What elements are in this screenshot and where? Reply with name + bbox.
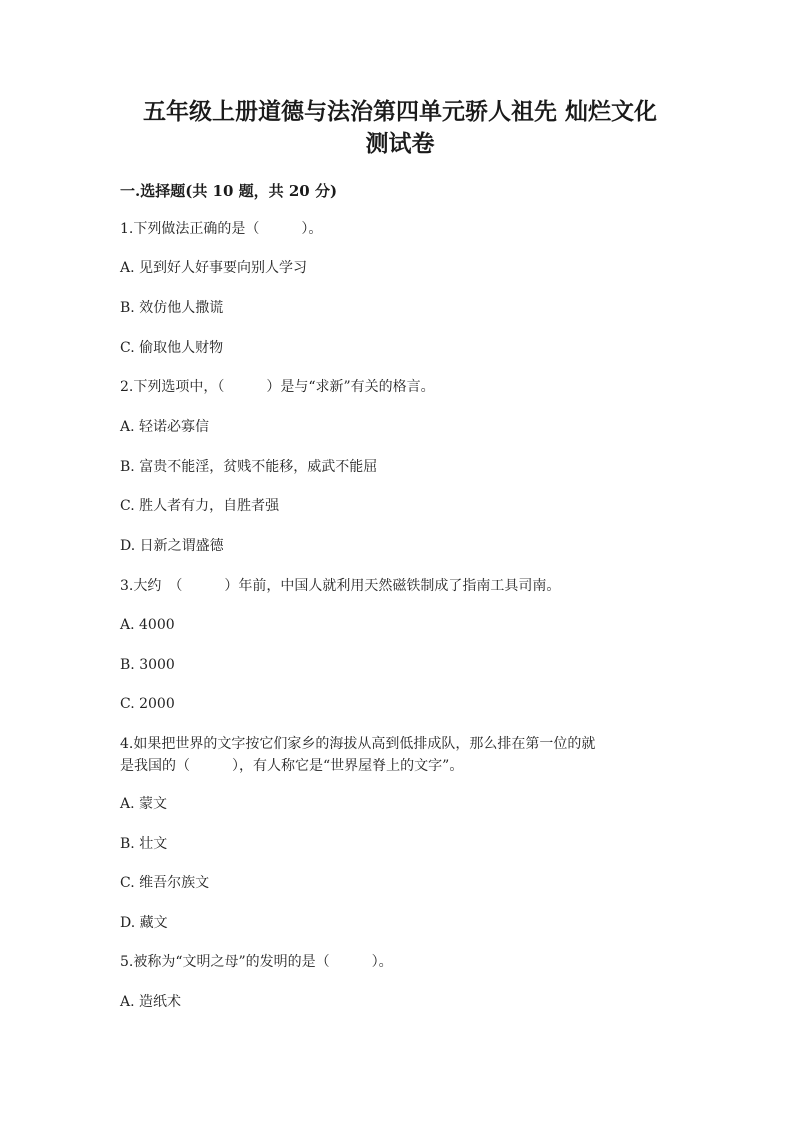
question-3-option-b: B. 3000: [120, 657, 175, 673]
question-2-stem: 2.下列选项中，（ ）是与“求新”有关的格言。: [120, 379, 435, 395]
exam-title-line-2: 测试卷: [365, 130, 435, 157]
question-4-option-a: A. 蒙文: [120, 796, 168, 812]
question-1-option-a: A. 见到好人好事要向别人学习: [120, 260, 308, 276]
question-5-option-a: A. 造纸术: [120, 994, 182, 1010]
question-2-option-d: D. 日新之谓盛德: [120, 538, 224, 554]
question-1-stem: 1.下列做法正确的是（ ）。: [120, 221, 323, 237]
exam-title-line-1: 五年级上册道德与法治第四单元骄人祖先 灿烂文化: [142, 98, 657, 125]
question-2-option-b: B. 富贵不能淫，贫贱不能移，威武不能屈: [120, 459, 378, 475]
question-1-option-c: C. 偷取他人财物: [120, 340, 224, 356]
question-3-option-c: C. 2000: [120, 696, 175, 712]
question-4-stem-line-1: 4.如果把世界的文字按它们家乡的海拔从高到低排成队，那么排在第一位的就: [120, 736, 596, 752]
question-4-stem-line-2: 是我国的（ ），有人称它是“世界屋脊上的文字”。: [120, 758, 464, 774]
question-5-stem: 5.被称为“文明之母”的发明的是（ ）。: [120, 954, 393, 970]
question-2-option-c: C. 胜人者有力，自胜者强: [120, 498, 280, 514]
question-1-option-b: B. 效仿他人撒谎: [120, 300, 224, 316]
question-4-option-b: B. 壮文: [120, 836, 168, 852]
question-3-option-a: A. 4000: [120, 617, 175, 633]
section-heading: 一.选择题(共 10 题，共 20 分): [120, 182, 338, 200]
question-4-option-c: C. 维吾尔族文: [120, 875, 210, 891]
question-2-option-a: A. 轻诺必寡信: [120, 419, 210, 435]
question-3-stem: 3.大约 （ ）年前，中国人就利用天然磁铁制成了指南工具司南。: [120, 578, 561, 594]
question-4-option-d: D. 藏文: [120, 915, 168, 931]
